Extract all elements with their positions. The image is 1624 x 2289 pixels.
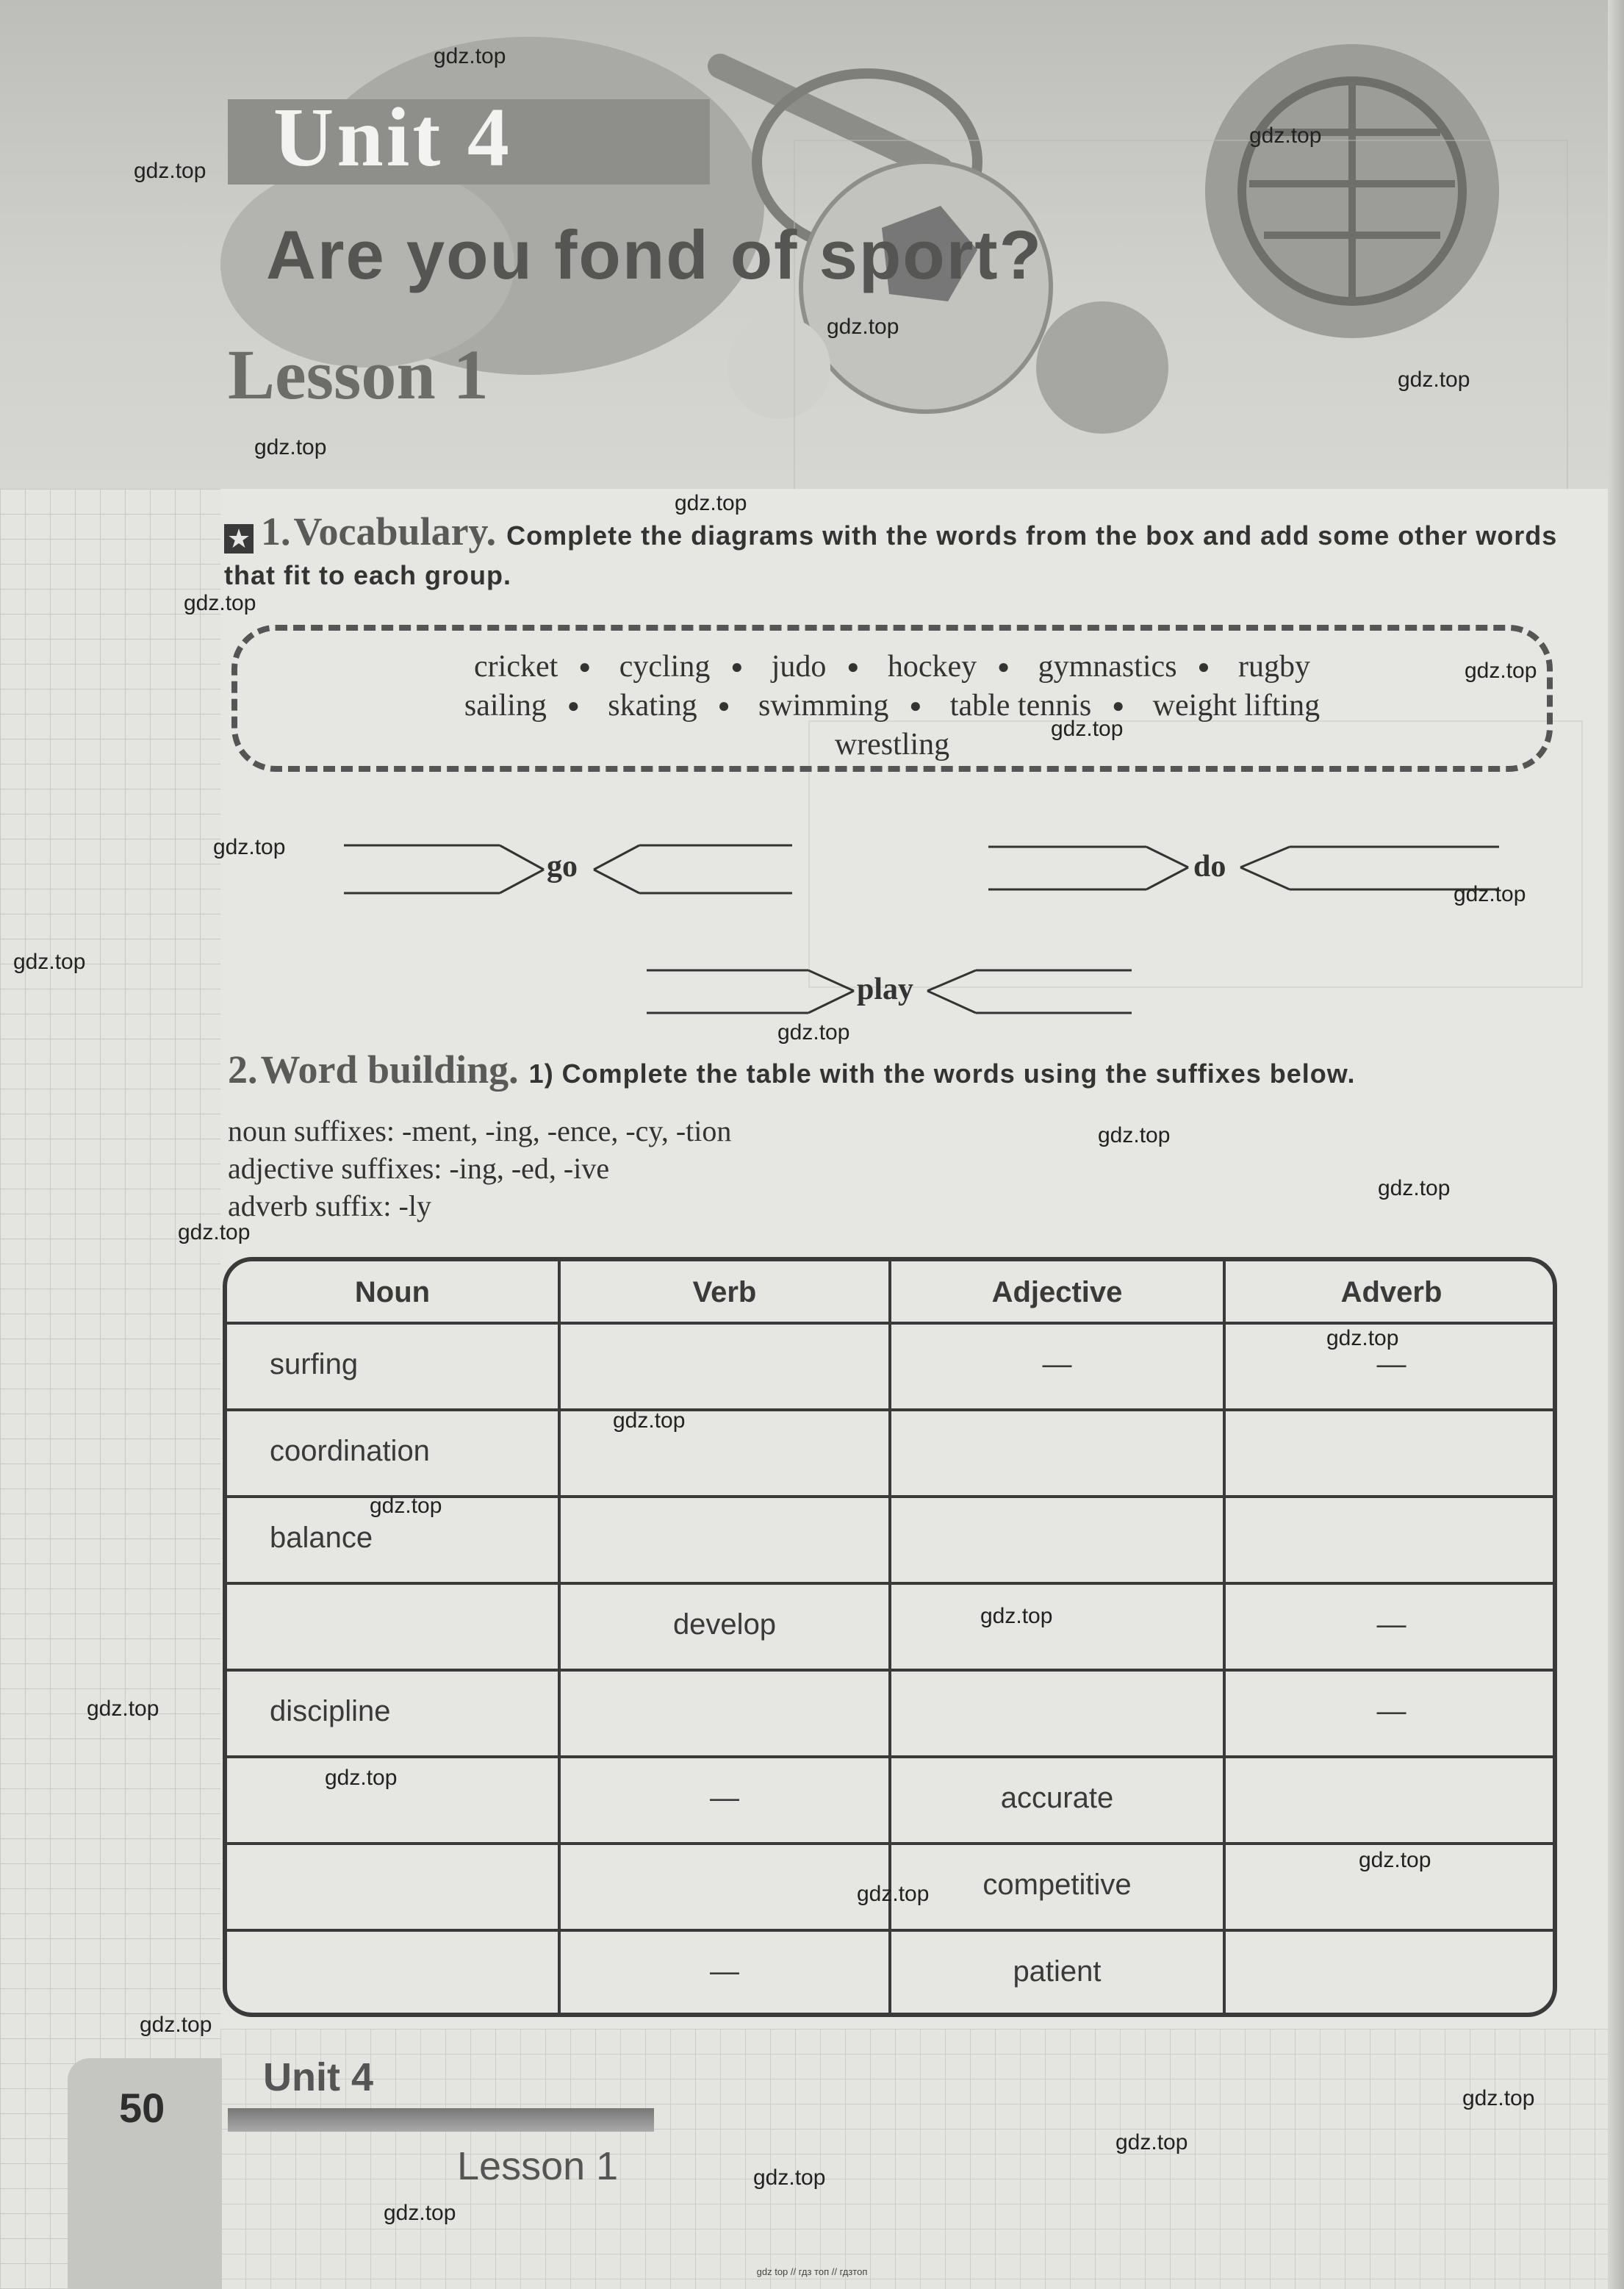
table-cell-adverb: — (1376, 1695, 1406, 1727)
bullet-icon: ● (997, 656, 1010, 678)
watermark: gdz.top (1098, 1123, 1171, 1147)
watermark: gdz.top (384, 2201, 456, 2225)
bullet-icon: ● (730, 656, 744, 678)
watermark: gdz.top (1359, 1848, 1431, 1872)
bullet-icon: ● (1197, 656, 1210, 678)
watermark: gdz.top (140, 2013, 212, 2037)
exercise-1-instruction: Complete the diagrams with the words from the box and add some other words that fit to each group. (224, 520, 1558, 590)
watermark: gdz.top (87, 1697, 159, 1721)
watermark: gdz.top (13, 950, 86, 974)
word-swimming: swimming (758, 689, 889, 723)
watermark: gdz.top (1378, 1176, 1451, 1200)
table-cell-verb: develop (672, 1608, 777, 1641)
hub-play: play (857, 972, 914, 1006)
watermark: gdz.top (1398, 368, 1470, 392)
watermark: gdz.top (1051, 717, 1124, 741)
watermark: gdz.top (1462, 2086, 1535, 2110)
watermark: gdz.top (675, 491, 747, 515)
watermark: gdz.top (213, 835, 286, 859)
table-cell-adjective: accurate (1000, 1782, 1114, 1814)
footer-lesson: Lesson 1 (457, 2144, 619, 2188)
footer-unit: Unit 4 (263, 2055, 374, 2099)
adverb-suffix: adverb suffix: -ly (228, 1189, 431, 1222)
watermark: gdz.top (134, 159, 206, 183)
word-diagrams (0, 0, 1624, 1044)
row-divider (227, 1322, 1553, 1325)
header-verb: Verb (692, 1276, 757, 1308)
row-divider (227, 1582, 1553, 1585)
bullet-icon: ● (567, 695, 580, 717)
noun-suffixes: noun suffixes: -ment, -ing, -ence, -cy, -tion (228, 1114, 732, 1147)
watermark: gdz.top (434, 44, 506, 68)
word-weight-lifting: weight lifting (1152, 689, 1321, 723)
bullet-icon: ● (1112, 695, 1125, 717)
table-cell-verb: — (710, 1955, 739, 1988)
unit-title: Unit 4 (273, 90, 512, 184)
watermark: gdz.top (1249, 123, 1322, 148)
exercise-2-heading (228, 1047, 1355, 1102)
watermark: gdz.top (325, 1766, 398, 1790)
row-divider (227, 1842, 1553, 1845)
table-cell-adjective: patient (1013, 1955, 1102, 1988)
watermark: gdz.top (178, 1220, 251, 1244)
watermark: gdz.top (1465, 659, 1537, 683)
word-sailing: sailing (464, 689, 547, 723)
word-gymnastics: gymnastics (1038, 650, 1177, 684)
watermark: gdz.top (254, 435, 327, 459)
watermark: gdz.top (1326, 1326, 1399, 1350)
watermark: gdz.top (857, 1882, 930, 1906)
hub-do: do (1193, 850, 1226, 884)
table-cell-noun: surfing (270, 1348, 359, 1380)
exercise-2-number: 2. (228, 1047, 258, 1092)
table-cell-adjective: competitive (982, 1869, 1132, 1901)
word-cycling: cycling (619, 650, 711, 684)
table-cell-verb: — (710, 1782, 739, 1814)
exercise-2-name: Word building. (260, 1047, 519, 1092)
watermark: gdz.top (184, 591, 256, 615)
grid-paper-footer (220, 2029, 1624, 2289)
word-judo: judo (771, 650, 827, 684)
exercise-1-name: Vocabulary. (293, 509, 497, 554)
exercise-2-instruction: 1) Complete the table with the words using the suffixes below. (528, 1058, 1356, 1089)
watermark: gdz.top (1115, 2130, 1188, 2154)
word-wrestling: wrestling (834, 728, 950, 762)
row-divider (227, 1408, 1553, 1411)
unit-subtitle: Are you fond of sport? (266, 216, 1043, 293)
word-cricket: cricket (474, 650, 558, 684)
word-rugby: rugby (1237, 650, 1310, 684)
row-divider (227, 1669, 1553, 1672)
row-divider (227, 1929, 1553, 1932)
do-diagram (988, 847, 1499, 889)
watermark: gdz.top (1454, 882, 1526, 906)
bullet-icon: ● (847, 656, 860, 678)
watermark: gdz.top (613, 1408, 686, 1433)
star-icon: ★ (224, 524, 254, 554)
lesson-title: Lesson 1 (228, 335, 489, 414)
page-number: 50 (119, 2085, 165, 2131)
bullet-icon: ● (717, 695, 730, 717)
word-skating: skating (608, 689, 697, 723)
watermark: gdz.top (827, 315, 899, 339)
watermark: gdz.top (980, 1604, 1053, 1628)
table-cell-noun: balance (270, 1522, 373, 1554)
watermark: gdz.top (777, 1020, 850, 1045)
table-cell-adverb: — (1376, 1348, 1406, 1380)
adjective-suffixes: adjective suffixes: -ing, -ed, -ive (228, 1152, 610, 1185)
exercise-1-number: 1. (261, 509, 291, 554)
header-adjective: Adjective (991, 1276, 1123, 1308)
word-hockey: hockey (887, 650, 977, 684)
table-cell-noun: coordination (270, 1435, 430, 1467)
table-cell-noun: discipline (270, 1695, 391, 1727)
footer-bar (228, 2108, 654, 2132)
bullet-icon: ● (578, 656, 592, 678)
header-noun: Noun (354, 1276, 431, 1308)
bullet-icon: ● (909, 695, 922, 717)
row-divider (227, 1755, 1553, 1758)
word-table-tennis: table tennis (949, 689, 1092, 723)
watermark: gdz.top (753, 2166, 826, 2190)
table-cell-adjective: — (1042, 1348, 1072, 1380)
table-cell-adverb: — (1376, 1608, 1406, 1641)
hub-go: go (547, 850, 578, 884)
watermark: gdz.top (370, 1494, 442, 1518)
header-adverb: Adverb (1340, 1276, 1442, 1308)
bottom-note: gdz top // гдз топ // гдзтоп (756, 2266, 868, 2277)
